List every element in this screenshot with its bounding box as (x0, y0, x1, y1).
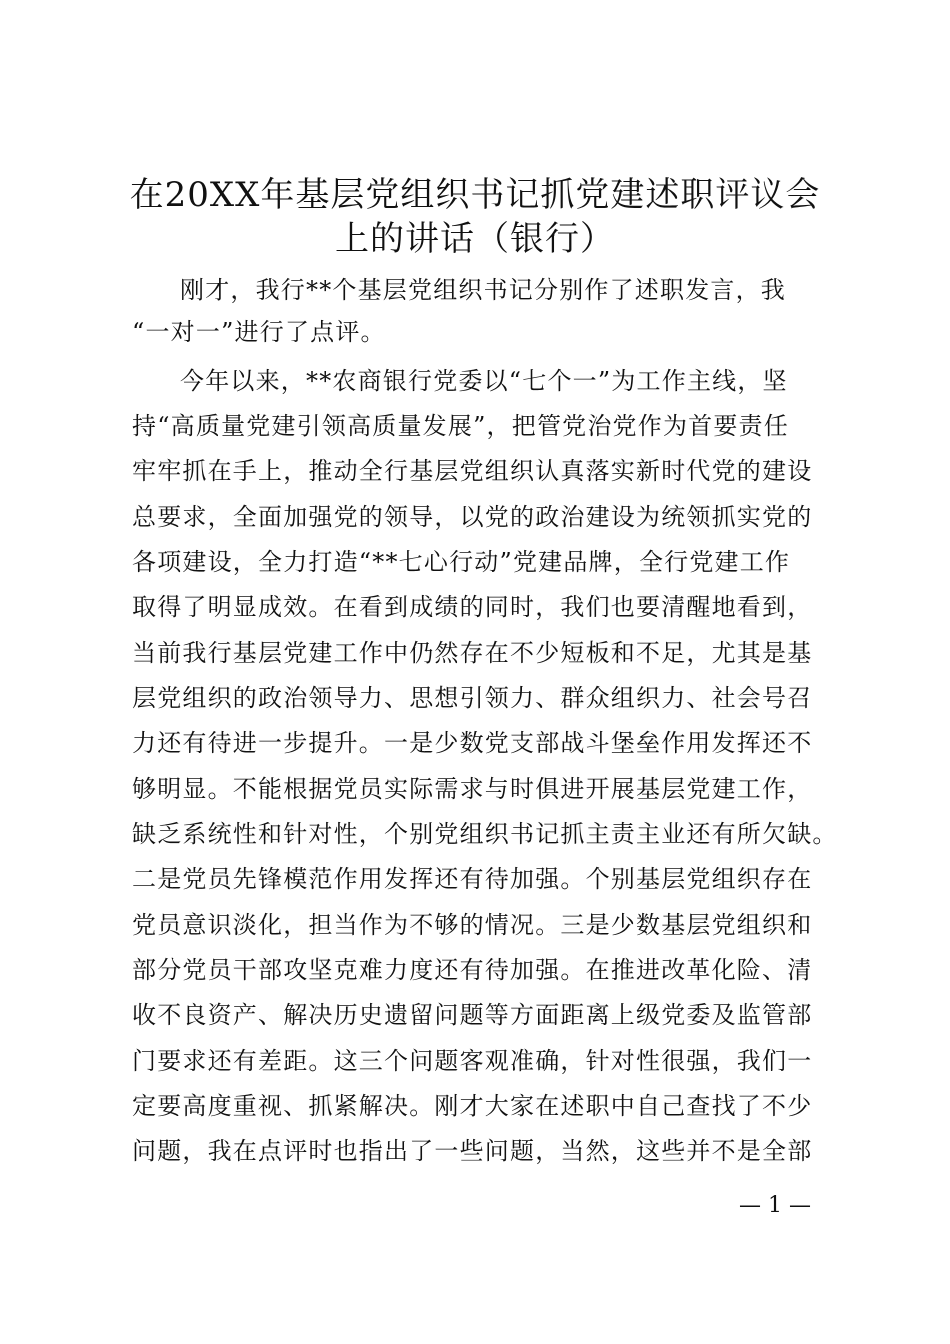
body-line: 总要求，全面加强党的领导，以党的政治建设为统领抓实党的 (132, 503, 813, 531)
body-line: 刚才，我行**个基层党组织书记分别作了述职发言，我 (180, 276, 786, 304)
body-line: 党员意识淡化，担当作为不够的情况。三是少数基层党组织和 (132, 911, 813, 939)
body-line: 部分党员干部攻坚克难力度还有待加强。在推进改革化险、清 (132, 956, 813, 984)
body-line: 门要求还有差距。这三个问题客观准确，针对性很强，我们一 (132, 1047, 813, 1075)
body-line: 取得了明显成效。在看到成绩的同时，我们也要清醒地看到， (132, 593, 813, 621)
body-line: 定要高度重视、抓紧解决。刚才大家在述职中自己查找了不少 (132, 1092, 813, 1120)
body-line: 问题，我在点评时也指出了一些问题，当然，这些并不是全部 (132, 1137, 813, 1165)
page-number: — 1 — (739, 1193, 811, 1218)
body-line: 今年以来，**农商银行党委以“七个一”为工作主线，坚 (180, 367, 788, 395)
body-line: “一对一”进行了点评。 (132, 318, 386, 346)
body-line: 当前我行基层党建工作中仍然存在不少短板和不足，尤其是基 (132, 639, 813, 667)
body-line: 持“高质量党建引领高质量发展”，把管党治党作为首要责任 (132, 412, 789, 440)
document-title-line-1: 在20XX年基层党组织书记抓党建述职评议会 (129, 175, 821, 215)
body-line: 层党组织的政治领导力、思想引领力、群众组织力、社会号召 (132, 684, 813, 712)
body-line: 够明显。不能根据党员实际需求与时俱进开展基层党建工作， (132, 775, 813, 803)
body-line: 力还有待进一步提升。一是少数党支部战斗堡垒作用发挥还不 (132, 729, 813, 757)
body-line: 牢牢抓在手上，推动全行基层党组织认真落实新时代党的建设 (132, 457, 813, 485)
body-line: 收不良资产、解决历史遗留问题等方面距离上级党委及监管部 (132, 1001, 813, 1029)
body-line: 各项建设，全力打造“**七心行动”党建品牌，全行党建工作 (132, 548, 791, 576)
body-line: 二是党员先锋模范作用发挥还有待加强。个别基层党组织存在 (132, 865, 813, 893)
document-title-line-2: 上的讲话（银行） (335, 219, 615, 259)
body-line: 缺乏系统性和针对性，个别党组织书记抓主责主业还有所欠缺。 (132, 820, 838, 848)
